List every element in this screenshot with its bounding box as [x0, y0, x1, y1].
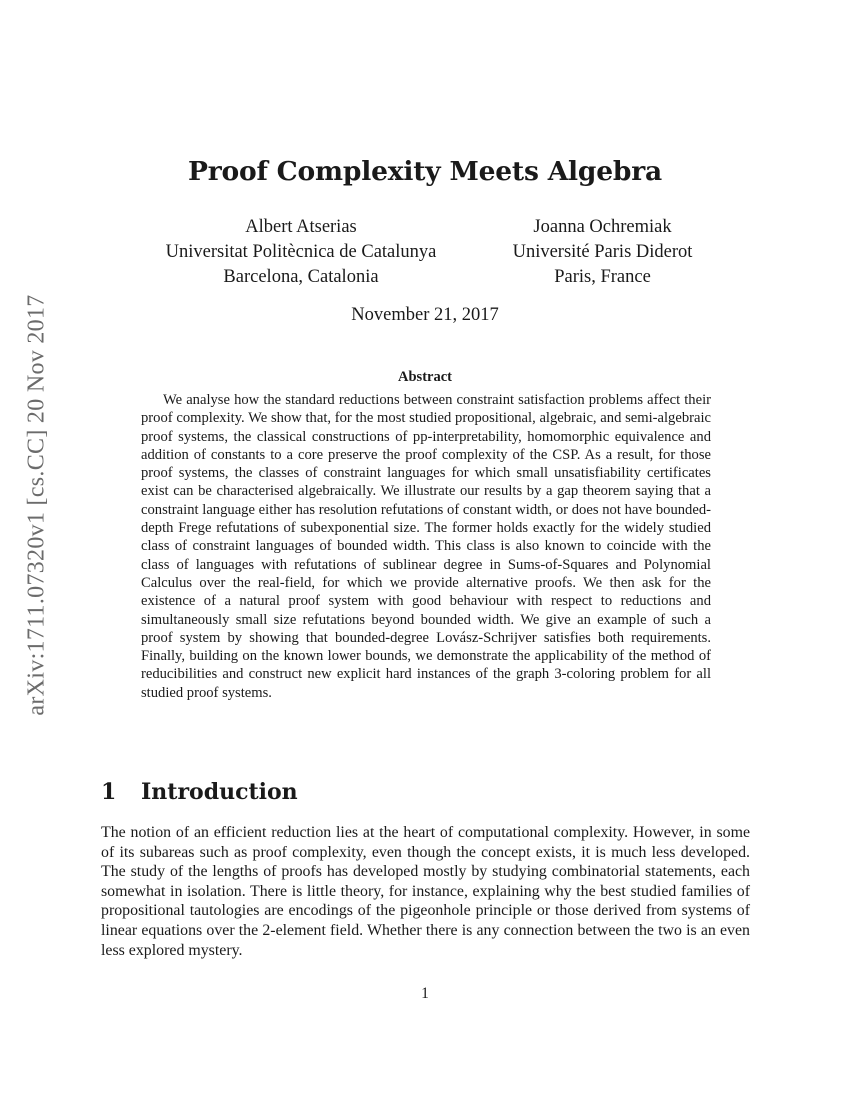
abstract-text: We analyse how the standard reductions between constraint satisfaction problems affect their proof complexity. We show that, for the most studied propositional, algebraic, and semi-algebraic proof systems, the classical constructions of pp-interpretability, homomorphic equivalence and addition of constants to a core preserve the proof complexity of the CSP. As a result, for those proof systems, the classes of constraint languages for which small unsatisfiability certificates exist can be characterised algebraically. We illustrate our results by a gap theorem saying that a constraint language either has resolution refutations of constant width, or does not have bounded-depth Frege refutations of subexponential size. The former holds exactly for the widely studied class of constraint languages of bounded width. This class is also known to coincide with the class of languages with refutations of sublinear degree in Sums-of-Squares and Polynomial Calculus over the real-field, for which we provide alternative proofs. We then ask for the existence of a natural proof system with good behaviour with respect to reductions and simultaneously small size refutations beyond bounded width. We give an example of such a proof system by showing that bounded-degree Lovász-Schrijver satisfies both requirements. Finally, building on the known lower bounds, we demonstrate the applicability of the method of reducibilities and construct new explicit hard instances of the graph 3-coloring problem for all studied proof systems. — [141, 392, 711, 701]
publication-date: November 21, 2017 — [351, 305, 499, 325]
author-name: Joanna Ochremiak — [533, 217, 672, 237]
introduction-paragraph: The notion of an efficient reduction lies at the heart of computational complexity. However, in some of its subareas such as proof complexity, even though the concept exists, it is much less developed. The study of the lengths of proofs has developed mostly by studying combinatorial statements, each somewhat in isolation. There is little theory, for instance, explaining why the best studied families of propositional tautologies are encodings of the pigeonhole principle or those derived from systems of linear equations over the 2-element field. Whether there is any connection between the two is an even less explored mystery. — [101, 824, 750, 959]
author-location: Paris, France — [554, 267, 651, 287]
author-name: Albert Atserias — [245, 217, 357, 237]
author-affiliation: Universitat Politècnica de Catalunya — [165, 242, 437, 262]
section-heading — [101, 779, 298, 805]
author-affiliation: Université Paris Diderot — [512, 242, 693, 262]
author-location: Barcelona, Catalonia — [223, 267, 379, 287]
page-number: 1 — [421, 985, 429, 1002]
section-number: 1 — [101, 779, 117, 805]
abstract-heading: Abstract — [398, 369, 452, 385]
arxiv-identifier-stamp: arXiv:1711.07320v1 [cs.CC] 20 Nov 2017 — [23, 294, 50, 716]
paper-title: Proof Complexity Meets Algebra — [188, 156, 662, 187]
author-block-second — [495, 215, 710, 290]
author-block-first — [140, 215, 462, 290]
section-title: Introduction — [141, 779, 298, 805]
